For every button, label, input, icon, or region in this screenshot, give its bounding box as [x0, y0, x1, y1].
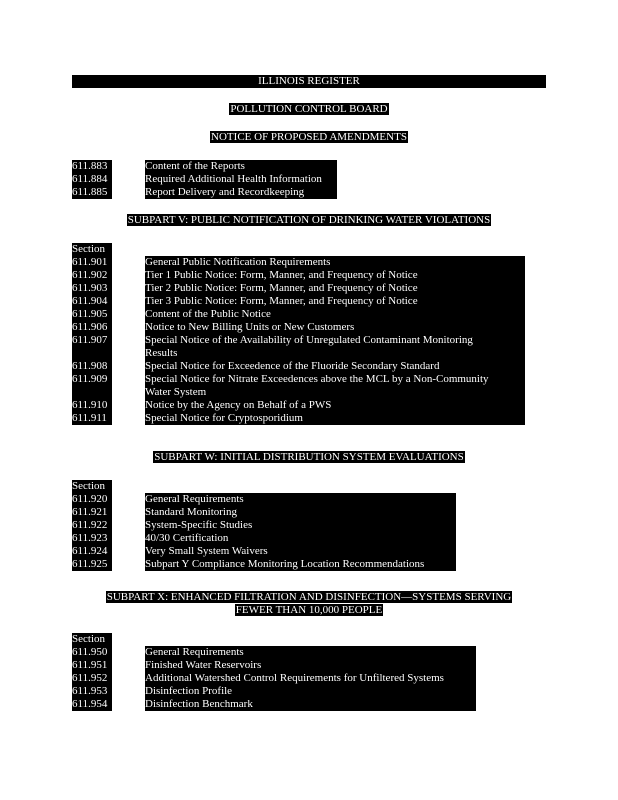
- section-number: 611.911: [72, 412, 112, 425]
- section-title: Subpart Y Compliance Monitoring Location Recommendations: [145, 558, 456, 571]
- section-number: 611.901: [72, 256, 112, 269]
- section-number: 611.884: [72, 173, 112, 186]
- subpart-v-section-list: [72, 243, 525, 425]
- section-number: 611.920: [72, 493, 112, 506]
- section-title: 40/30 Certification: [145, 532, 456, 545]
- section-number: 611.953: [72, 685, 112, 698]
- section-row: [72, 493, 456, 506]
- section-row-continuation: [72, 347, 525, 360]
- section-number: 611.951: [72, 659, 112, 672]
- section-row: [72, 545, 456, 558]
- section-label: Section: [72, 633, 112, 646]
- subpart-x-heading-line1: SUBPART X: ENHANCED FILTRATION AND DISINFECTION—SYSTEMS SERVING: [106, 591, 512, 603]
- section-title: Content of the Public Notice: [145, 308, 525, 321]
- section-row: [72, 295, 525, 308]
- section-row: [72, 321, 525, 334]
- section-title: Notice by the Agency on Behalf of a PWS: [145, 399, 525, 412]
- section-row: [72, 672, 476, 685]
- section-row: [72, 160, 337, 173]
- section-title: Special Notice of the Availability of Unregulated Contaminant Monitoring: [145, 334, 525, 347]
- section-title: Disinfection Profile: [145, 685, 476, 698]
- section-title: Finished Water Reservoirs: [145, 659, 476, 672]
- subpart-w-section-list: [72, 480, 456, 571]
- section-number: 611.925: [72, 558, 112, 571]
- section-title: System-Specific Studies: [145, 519, 456, 532]
- section-row: [72, 519, 456, 532]
- subpart-v-heading: SUBPART V: PUBLIC NOTIFICATION OF DRINKING WATER VIOLATIONS: [127, 214, 491, 226]
- section-title: Tier 1 Public Notice: Form, Manner, and Frequency of Notice: [145, 269, 525, 282]
- section-title: Notice to New Billing Units or New Customers: [145, 321, 525, 334]
- section-number: 611.922: [72, 519, 112, 532]
- section-number: 611.924: [72, 545, 112, 558]
- section-row: [72, 256, 525, 269]
- section-title: Content of the Reports: [145, 160, 337, 173]
- subpart-x-heading-line2: FEWER THAN 10,000 PEOPLE: [235, 604, 383, 616]
- section-row-continuation: [72, 386, 525, 399]
- notice-title: NOTICE OF PROPOSED AMENDMENTS: [211, 131, 407, 143]
- section-row: [72, 360, 525, 373]
- section-row: [72, 659, 476, 672]
- section-row: [72, 173, 337, 186]
- section-title: Tier 2 Public Notice: Form, Manner, and Frequency of Notice: [145, 282, 525, 295]
- section-number: 611.923: [72, 532, 112, 545]
- section-number: 611.952: [72, 672, 112, 685]
- section-row: [72, 506, 456, 519]
- section-number: 611.905: [72, 308, 112, 321]
- section-number: 611.908: [72, 360, 112, 373]
- section-title-continuation: Results: [145, 347, 525, 360]
- section-title: General Public Notification Requirements: [145, 256, 525, 269]
- subpart-w-heading: SUBPART W: INITIAL DISTRIBUTION SYSTEM EVALUATIONS: [154, 451, 464, 463]
- section-number: 611.906: [72, 321, 112, 334]
- section-title: Special Notice for Nitrate Exceedences above the MCL by a Non-Community: [145, 373, 525, 386]
- section-row: [72, 532, 456, 545]
- section-title: Tier 3 Public Notice: Form, Manner, and Frequency of Notice: [145, 295, 525, 308]
- section-title: Special Notice for Exceedence of the Fluoride Secondary Standard: [145, 360, 525, 373]
- intro-section-list: [72, 160, 337, 199]
- section-number: 611.921: [72, 506, 112, 519]
- section-number: 611.950: [72, 646, 112, 659]
- section-title: General Requirements: [145, 493, 456, 506]
- section-number: 611.903: [72, 282, 112, 295]
- section-row: [72, 186, 337, 199]
- section-row: [72, 685, 476, 698]
- section-label: Section: [72, 480, 112, 493]
- subpart-x-section-list: [72, 633, 476, 711]
- section-row: [72, 373, 525, 386]
- register-header: ILLINOIS REGISTER: [72, 75, 546, 88]
- section-row: [72, 282, 525, 295]
- section-label: Section: [72, 243, 112, 256]
- section-title: Additional Watershed Control Requirements for Unfiltered Systems: [145, 672, 476, 685]
- section-title: General Requirements: [145, 646, 476, 659]
- section-title: Very Small System Waivers: [145, 545, 456, 558]
- section-title: Report Delivery and Recordkeeping: [145, 186, 337, 199]
- section-number: 611.909: [72, 373, 112, 386]
- section-number: 611.904: [72, 295, 112, 308]
- section-number: 611.954: [72, 698, 112, 711]
- section-row: [72, 269, 525, 282]
- section-title-continuation: Water System: [145, 386, 525, 399]
- agency-title: POLLUTION CONTROL BOARD: [230, 103, 388, 115]
- section-title: Special Notice for Cryptosporidium: [145, 412, 525, 425]
- section-row: [72, 308, 525, 321]
- section-row: [72, 558, 456, 571]
- section-title: Standard Monitoring: [145, 506, 456, 519]
- section-number: 611.883: [72, 160, 112, 173]
- section-row: [72, 334, 525, 347]
- section-row: [72, 399, 525, 412]
- section-title: Disinfection Benchmark: [145, 698, 476, 711]
- section-number: 611.907: [72, 334, 112, 347]
- section-number: 611.910: [72, 399, 112, 412]
- section-row: [72, 412, 525, 425]
- section-number: 611.902: [72, 269, 112, 282]
- section-number: 611.885: [72, 186, 112, 199]
- section-row: [72, 646, 476, 659]
- section-row: [72, 698, 476, 711]
- section-title: Required Additional Health Information: [145, 173, 337, 186]
